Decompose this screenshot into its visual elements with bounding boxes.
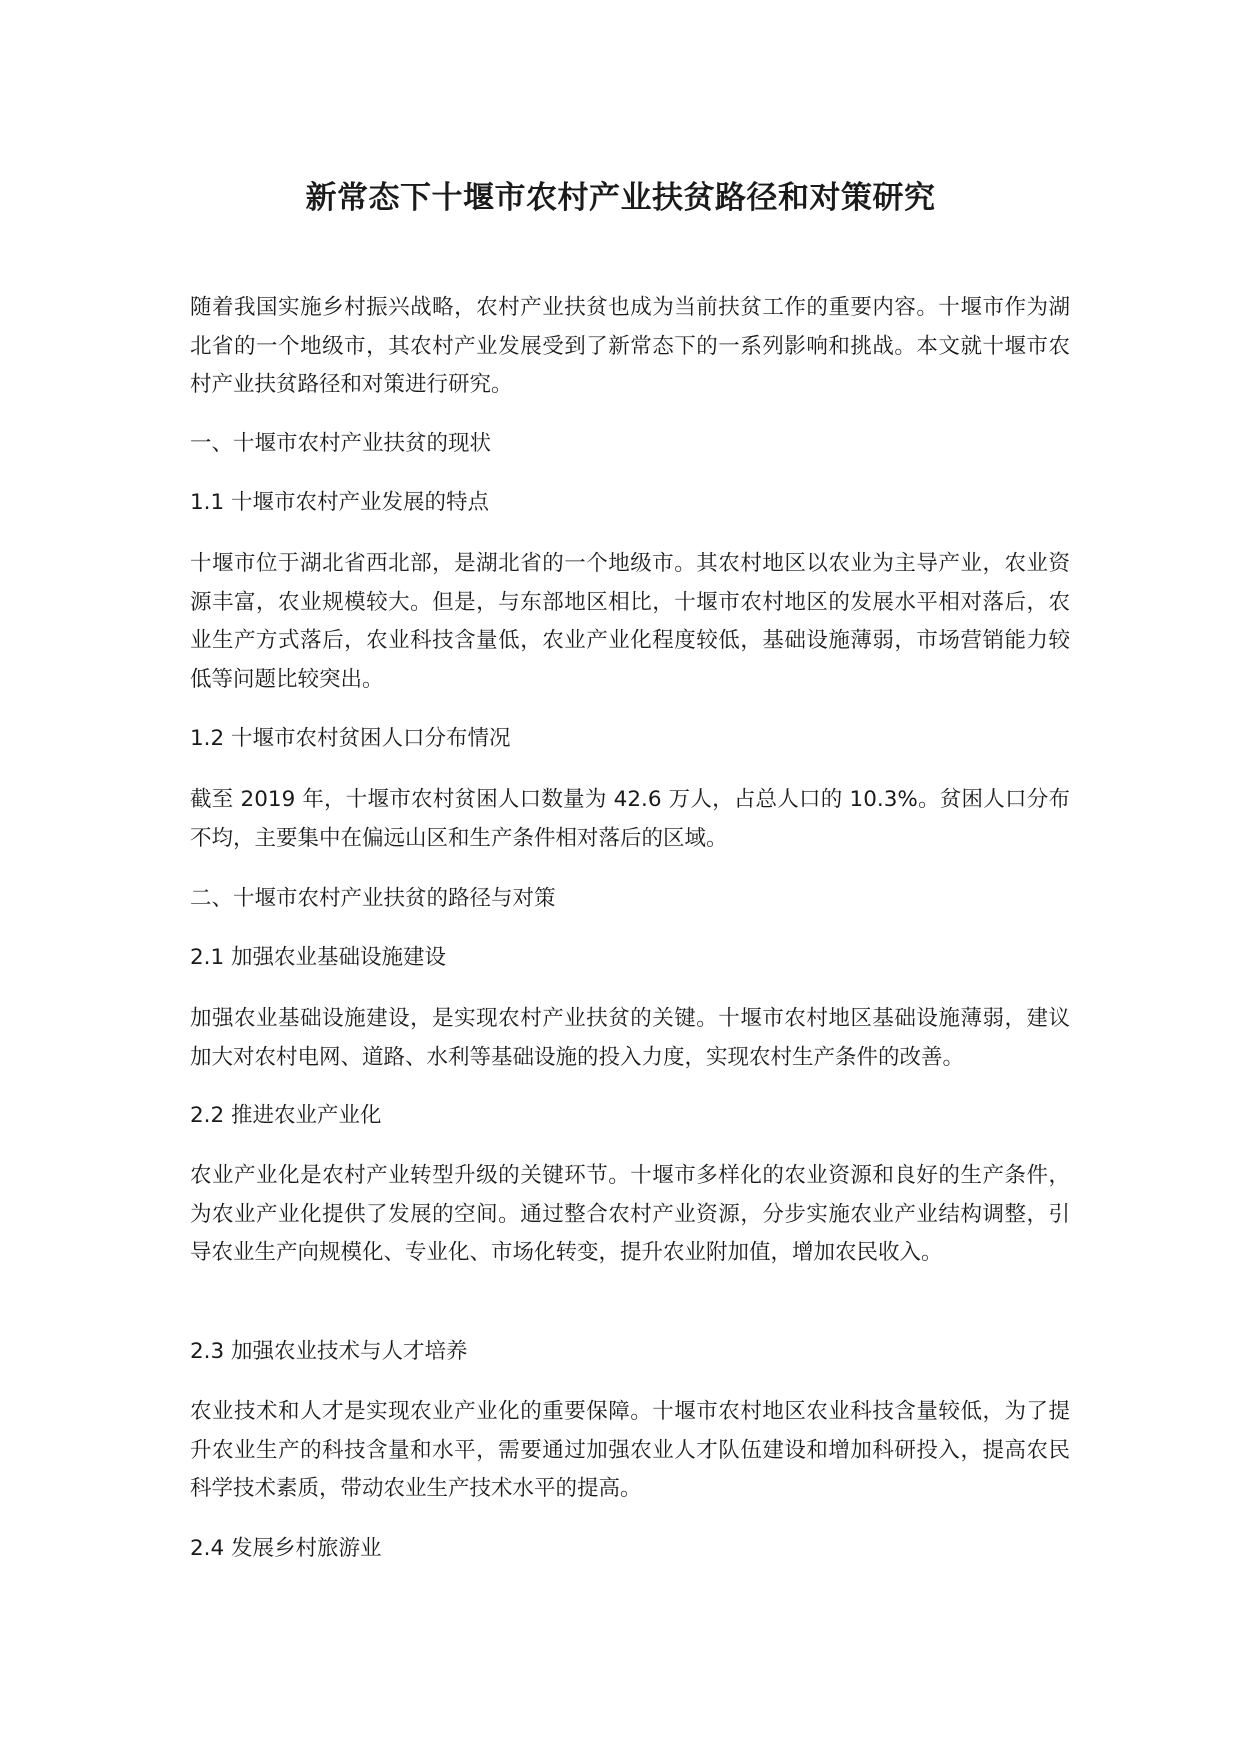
paragraph-2-1: 加强农业基础设施建设，是实现农村产业扶贫的关键。十堰市农村地区基础设施薄弱，建议加大对农村电网、道路、水利等基础设施的投入力度，实现农村生产条件的改善。 — [190, 1006, 1070, 1070]
section-heading-2: 二、十堰市农村产业扶贫的路径与对策 — [190, 886, 556, 911]
subsection-heading-2-2: 2.2 推进农业产业化 — [190, 1103, 382, 1128]
paragraph-2-2: 农业产业化是农村产业转型升级的关键环节。十堰市多样化的农业资源和良好的生产条件，为农业产业化提供了发展的空间。通过整合农村产业资源，分步实施农业产业结构调整，引导农业生产向规模化、专业化、市场化转变，提升农业附加值，增加农民收入。 — [190, 1163, 1070, 1265]
paragraph-2-3: 农业技术和人才是实现农业产业化的重要保障。十堰市农村地区农业科技含量较低，为了提升农业生产的科技含量和水平，需要通过加强农业人才队伍建设和增加科研投入，提高农民科学技术素质，带动农业生产技术水平的提高。 — [190, 1399, 1070, 1501]
paragraph-1-1: 十堰市位于湖北省西北部，是湖北省的一个地级市。其农村地区以农业为主导产业，农业资源丰富，农业规模较大。但是，与东部地区相比，十堰市农村地区的发展水平相对落后，农业生产方式落后，农业科技含量低，农业产业化程度较低，基础设施薄弱，市场营销能力较低等问题比较突出。 — [190, 551, 1070, 692]
subsection-heading-2-3: 2.3 加强农业技术与人才培养 — [190, 1339, 468, 1364]
subsection-heading-2-4: 2.4 发展乡村旅游业 — [190, 1536, 382, 1561]
intro-paragraph: 随着我国实施乡村振兴战略，农村产业扶贫也成为当前扶贫工作的重要内容。十堰市作为湖北省的一个地级市，其农村产业发展受到了新常态下的一系列影响和挑战。本文就十堰市农村产业扶贫路径和对策进行研究。 — [190, 295, 1070, 397]
subsection-heading-1-2: 1.2 十堰市农村贫困人口分布情况 — [190, 726, 511, 751]
subsection-heading-2-1: 2.1 加强农业基础设施建设 — [190, 945, 447, 970]
document-title: 新常态下十堰市农村产业扶贫路径和对策研究 — [305, 180, 936, 216]
section-heading-1: 一、十堰市农村产业扶贫的现状 — [190, 431, 492, 456]
subsection-heading-1-1: 1.1 十堰市农村产业发展的特点 — [190, 490, 490, 515]
paragraph-1-2: 截至 2019 年，十堰市农村贫困人口数量为 42.6 万人，占总人口的 10.3%。贫困人口分布不均，主要集中在偏远山区和生产条件相对落后的区域。 — [190, 787, 1070, 851]
